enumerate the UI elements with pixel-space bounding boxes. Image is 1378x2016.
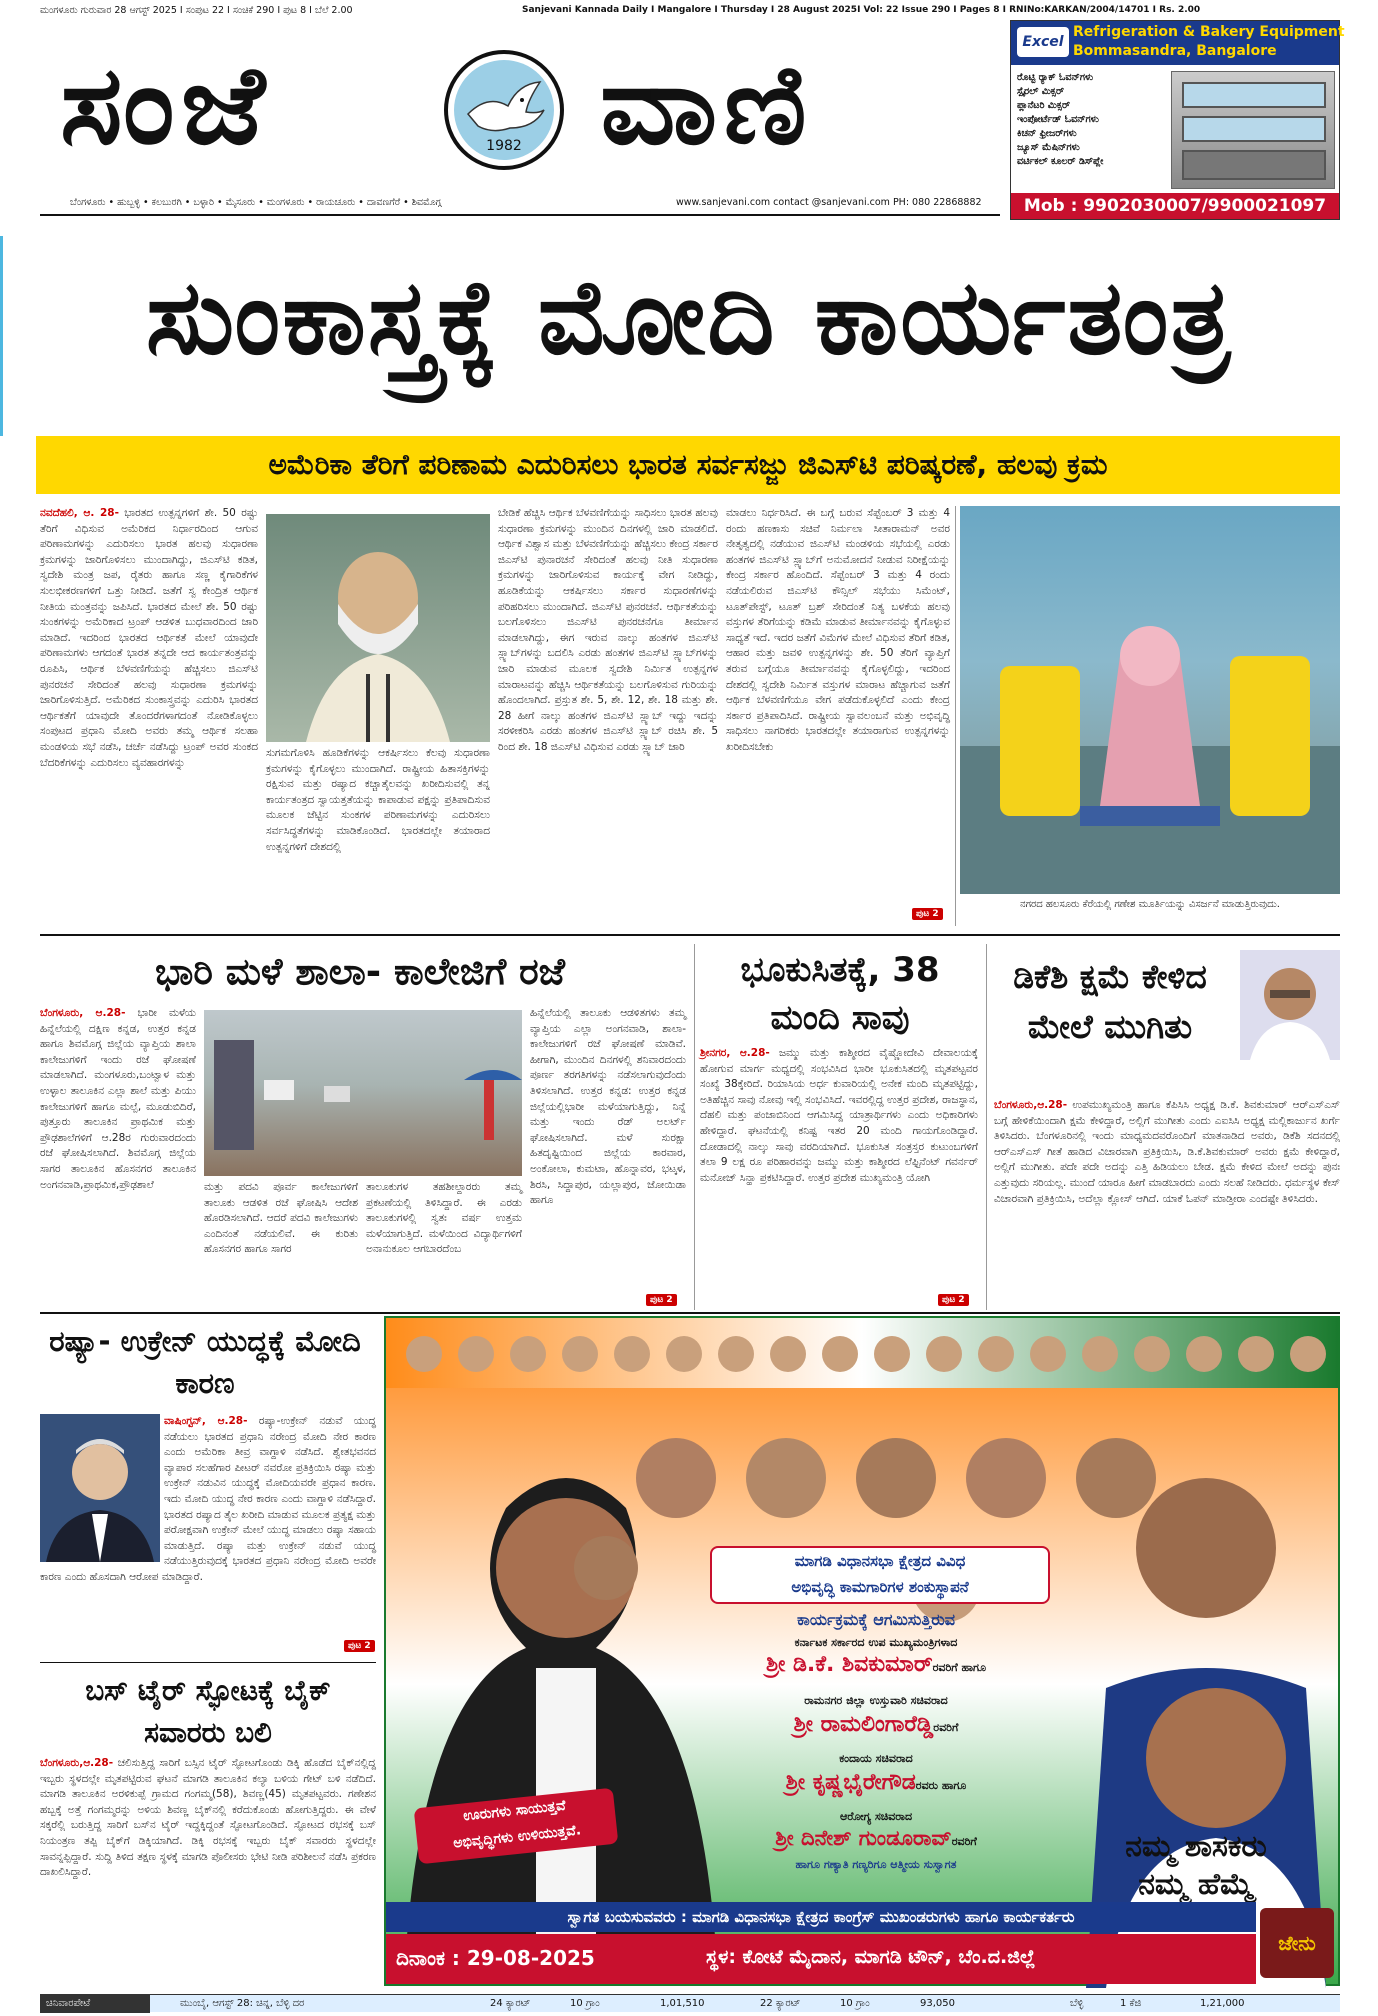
modi-photo bbox=[266, 514, 490, 742]
ticker-g22: 22 ಕ್ಯಾರಟ್ bbox=[760, 1998, 801, 2009]
logo-right-text: ವಾಣಿ bbox=[600, 40, 813, 169]
logo-year: 1982 bbox=[486, 138, 522, 154]
logo-left-text: ಸಂಜೆ bbox=[60, 40, 271, 169]
top-ad-item: ಪ್ಲಾನೆಟರಿ ಮಿಕ್ಸರ್ bbox=[1017, 100, 1071, 111]
top-ad[interactable] bbox=[1010, 20, 1345, 220]
leaders-strip bbox=[386, 1318, 1338, 1388]
top-ad-title1: Refrigeration & Bakery Equipment bbox=[1073, 24, 1345, 40]
event-name1: ಶ್ರೀ ಡಿ.ಕೆ. ಶಿವಕುಮಾರ್ರವರಿಗೆ ಹಾಗೂ bbox=[766, 1652, 986, 1677]
ganesha-immersion-icon bbox=[960, 506, 1340, 894]
kharge-photo bbox=[1240, 950, 1340, 1060]
lead-col3: ಬೇಡಿಕೆ ಹೆಚ್ಚಿಸಿ ಆರ್ಥಿಕ ಬೆಳವಣಿಗೆಯನ್ನು ಸಾಧಿಸಲು ಭಾರತ ಹಲವು ಸುಧಾರಣಾ ಕ್ರಮಗಳನ್ನು ಮುಂದಿನ ದಿನಗಳಲ್ಲಿ ಜಾರಿ ಮಾಡಲಿದೆ. ಆರ್ಥಿಕ ವಿಶ್ವಾಸ ಮತ್ತು ಬೆಳವಣಿಗೆಯನ್ನು ಹೆಚ್ಚಿಸಲು ಕೇಂದ್ರ ಸರ್ಕಾರ ಜಿಎಸ್‌ಟಿ ಪುನಾರಚನೆ ಸೇರಿದಂತೆ ಹಲವು ನೀತಿ ಸುಧಾರಣಾ ಕ್ರಮಗಳನ್ನು ಜಾರಿಗೊಳಿಸುವ ಕಾರ್ಯಕ್ಕೆ ವೇಗ ನೀಡಿದ್ದು, ಹೂಡಿಕೆಯನ್ನು ಆಕರ್ಷಿಸಲು ಸರ್ಕಾರ ಸುಧಾರಣೆಗಳನ್ನು ಪರಿಹರಿಸಲು ಮುಂದಾಗಿದೆ. ಜಿಎಸ್‌ಟಿ ಪುನರಚನೆ. ಆರ್ಥಿಕತೆಯನ್ನು ಬಲಗೊಳಿಸಲು ಜಿಎಸ್‌ಟಿ ಪುನರಚನೆಗೂ ತೀರ್ಮಾನ ಮಾಡಲಾಗಿದ್ದು, ಈಗ ಇರುವ ನಾಲ್ಕು ಹಂತಗಳ ಜಿಎಸ್‌ಟಿ ಸ್ಲ್ಯಾಬ್‌ಗಳನ್ನು ಬದಲಿಸಿ ಎರಡು ಹಂತಗಳ ಜಿಎಸ್‌ಟಿ ಸ್ಲ್ಯಾಬ್‌ಗಳನ್ನು ಜಾರಿ ಮಾಡುವ ಮೂಲಕ ಸ್ವದೇಶಿ ನಿರ್ಮಿತ ಉತ್ಪನ್ನಗಳ ಮಾರಾಟವನ್ನು ಹೆಚ್ಚಿಸಿ ಆರ್ಥಿಕತೆಯನ್ನು ಬಲಗೊಳಿಸುವ ಗುರಿಯನ್ನು ಹೊಂದಲಾಗಿದೆ. ಪ್ರಸ್ತುತ ಶೇ. 5, ಶೇ. 12, ಶೇ. 18 ಮತ್ತು ಶೇ. 28 ಹೀಗೆ ನಾಲ್ಕು ಹಂತಗಳ ಜಿಎಸ್‌ಟಿ ಸ್ಲ್ಯಾಬ್ ಇದ್ದು ಇದನ್ನು ಸರಳೀಕರಿಸಿ ಎರಡು ಹಂತಗಳ ಜಿಎಸ್‌ಟಿ ಸ್ಲ್ಯಾಬ್ ರಚಿಸಿ ಶೇ. 5 ರಿಂದ ಶೇ. 18 ಜಿಎಸ್‌ಟಿ ವಿಧಿಸುವ ಎರಡು ಸ್ಲ್ಯಾಬ್ ಜಾರಿ bbox=[498, 507, 718, 753]
event-name4: ಶ್ರೀ ದಿನೇಶ್ ಗುಂಡೂರಾವ್ರವರಿಗೆ bbox=[775, 1826, 977, 1850]
price-ticker bbox=[40, 1994, 1340, 2012]
russia-headline: ರಷ್ಯಾ- ಉಕ್ರೇನ್ ಯುದ್ಧಕ್ಕೆ ಮೋದಿ ಕಾರಣ bbox=[49, 1324, 361, 1400]
ticker-g22-unit: 10 ಗ್ರಾಂ bbox=[840, 1998, 870, 2009]
event-role3: ಕಂದಾಯ ಸಚಿವರಾದ bbox=[839, 1752, 913, 1765]
russia-body: ವಾಷಿಂಗ್ಟನ್, ಆ.28- ರಷ್ಯಾ-ಉಕ್ರೇನ್ ನಡುವೆ ಯುದ್ಧ ನಡೆಯಲು ಭಾರತದ ಪ್ರಧಾನಿ ನರೇಂದ್ರ ಮೋದಿ ನೇರ ಕಾರಣ ಎಂದು ಅಮೆರಿಕಾ ತೀವ್ರ ವಾಗ್ದಾಳಿ ನಡೆಸಿದೆ. ಶ್ವೇತಭವನದ ವ್ಯಾಪಾರ ಸಲಹೆಗಾರ ಪೀಟರ್ ನವರೋ ಪ್ರತಿಕ್ರಿಯಿಸಿ ರಷ್ಯಾ ಮತ್ತು ಉಕ್ರೇನ್ ನಡುವಿನ ಯುದ್ಧಕ್ಕೆ ಮೋದಿಯವರೇ ಪ್ರಧಾನ ಕಾರಣ. ಇದು ಮೋದಿ ಯುದ್ಧ ನೇರ ಕಾರಣ ಎಂದು ವಾಗ್ದಾಳಿ ನಡೆಸಿದ್ದಾರೆ. ಭಾರತದ ರಷ್ಯಾದ ತೈಲ ಖರೀದಿ ಮಾಡುವ ಮೂಲಕ ಪ್ರತ್ಯಕ್ಷ ಮತ್ತು ಪರೋಕ್ಷವಾಗಿ ಉಕ್ರೇನ್ ಮೇಲೆ ಯುದ್ಧ ಮಾಡಲು ರಷ್ಯಾ ಸಹಾಯ ಮಾಡುತ್ತಿದೆ. ರಷ್ಯಾ ಮತ್ತು ಉಕ್ರೇನ್ ನಡುವೆ ಯುದ್ಧ ನಡೆಯುತ್ತಿರುವುದಕ್ಕೆ ಭಾರತದ ಪ್ರಧಾನಿ ನರೇಂದ್ರ ಮೋದಿ ಅವರೇ ಕಾರಣ ಎಂದು ಹೊಸದಾಗಿ ಆರೋಪ ಮಾಡಿದ್ದಾರೆ. bbox=[40, 1415, 377, 1583]
top-ad-brand: Excel bbox=[1017, 27, 1069, 57]
ticker-g24-value: 1,01,510 bbox=[660, 1998, 705, 2009]
kashmir-page-tag[interactable]: ಪುಟ 2 bbox=[938, 1294, 969, 1306]
rain-col4: ಹಿನ್ನೆಲೆಯಲ್ಲಿ ತಾಲೂಕು ಆಡಳಿತಗಳು ತಮ್ಮ ವ್ಯಾಪ್ತಿಯ ಎಲ್ಲಾ ಅಂಗನವಾಡಿ, ಶಾಲಾ-ಕಾಲೇಜುಗಳಿಗೆ ರಜೆ ಘೋಷಣೆ ಮಾಡಿವೆ. ಹೀಗಾಗಿ, ಮುಂದಿನ ದಿನಗಳಲ್ಲಿ ಶನಿವಾರದಂದು ಪೂರ್ಣ ತರಗತಿಗಳನ್ನು ನಡೆಸಲಾಗುವುದೆಂದು ತಿಳಿಸಲಾಗಿದೆ. ಉತ್ತರ ಕನ್ನಡ: ಉತ್ತರ ಕನ್ನಡ ಜಿಲ್ಲೆಯಲ್ಲಿಭಾರೀ ಮಳೆಯಾಗುತ್ತಿದ್ದು, ನಿನ್ನೆ ಮತ್ತು ಇಂದು ರೆಡ್ ಅಲರ್ಟ್ ಘೋಷಿಸಲಾಗಿದೆ. ಮಳೆ ಸುರಕ್ಷಾ ಹಿತದೃಷ್ಟಿಯಿಂದ ಜಿಲ್ಲೆಯ ಕಾರವಾರ, ಅಂಕೋಲಾ, ಕುಮಟಾ, ಹೊನ್ನಾವರ, ಭಟ್ಕಳ, ಶಿರಸಿ, ಸಿದ್ದಾಪುರ, ಯಲ್ಲಾಪುರ, ಜೋಯಿಡಾ ಹಾಗೂ bbox=[530, 1007, 686, 1207]
event-title-box bbox=[710, 1546, 1050, 1604]
lead-col1: ನವದೆಹಲಿ, ಆ. 28- ಭಾರತದ ಉತ್ಪನ್ನಗಳಿಗೆ ಶೇ. 50 ರಷ್ಟು ತೆರಿಗೆ ವಿಧಿಸುವ ಅಮೆರಿಕದ ನಿರ್ಧಾರದಿಂದ ಆಗುವ ಪರಿಣಾಮಗಳನ್ನು ಎದುರಿಸಲು ಭಾರತ ಹಲವು ಸುಧಾರಣಾ ಕ್ರಮಗಳನ್ನು ಜಾರಿಗೊಳಿಸಲು ಮುಂದಾಗಿದ್ದು, ಜಿಎಸ್‌ಟಿ ಕಡಿತ, ಸ್ವದೇಶಿ ಮಂತ್ರ ಜಪ, ರೈತರು ಹಾಗೂ ಸಣ್ಣ ಕೈಗಾರಿಕೆಗಳ ಸುಲಭೀಕರಣಗಳಿಗೆ ಒತ್ತು ನೀಡಿದೆ. ಜತೆಗೆ ಸ್ವ ಕೇಂದ್ರಿತ ಆರ್ಥಿಕ ನೀತಿಯ ಮಂತ್ರವನ್ನು ಜಪಿಸಿದೆ. ಭಾರತದ ಮೇಲೆ ಶೇ. 50 ರಷ್ಟು ಸುಂಕಗಳನ್ನು ಅಮೆರಿಕಾದ ಟ್ರಂಪ್ ಆಡಳಿತ ಬುಧವಾರದಿಂದ ಜಾರಿ ಮಾಡಿದೆ. ಇದರಿಂದ ಭಾರತದ ಆರ್ಥಿಕತೆ ಮೇಲೆ ಯಾವುದೇ ಪರಿಣಾಮಗಳು ಆಗದಂತೆ ಭಾರತ ತನ್ನದೇ ಆದ ಕಾರ್ಯತಂತ್ರವನ್ನು ರೂಪಿಸಿ, ಆರ್ಥಿಕ ಬೆಳವಣಿಗೆಯನ್ನು ಹೆಚ್ಚಿಸಲು ಜಿಎಸ್‌ಟಿ ಪುನರಚನೆ ಸೇರಿದಂತೆ ಹಲವು ಸುಧಾರಣಾ ಕ್ರಮಗಳನ್ನು ಜಾರಿಗೊಳಿಸುತ್ತಿದೆ. ಅಮೆರಿಕದ ಸುಂಕಾಸ್ತ್ರವನ್ನು ಎದುರಿಸಿ ಭಾರತದ ಆರ್ಥಿಕತೆಗೆ ಯಾವುದೇ ತೊಂದರೆಗಳಾಗದಂತೆ ನೋಡಿಕೊಳ್ಳಲು ಸಂಪುಟದ ಪ್ರಧಾನಿ ಮೋದಿ ಅವರು ತಮ್ಮ ಆರ್ಥಿಕ ಸಲಹಾ ಮಂಡಳಿಯ ಸಭೆ ನಡೆಸಿ, ಚರ್ಚೆ ನಡೆಸಿದ್ದು ಟ್ರಂಪ್ ಅವರ ಸುಂಕದ ಬೆದರಿಕೆಗಳನ್ನು ಎದುರಿಸಲು ವ್ಯವಹಾರಗಳನ್ನು bbox=[40, 507, 258, 769]
section-rule-3 bbox=[40, 1662, 376, 1663]
bus-body: ಬೆಂಗಳೂರು,ಆ.28- ಚಲಿಸುತ್ತಿದ್ದ ಸಾರಿಗೆ ಬಸ್ಸಿನ ಟೈರ್ ಸ್ಫೋಟಗೊಂಡು ಡಿಕ್ಕಿ ಹೊಡೆದ ಬೈಕ್‌ನಲ್ಲಿದ್ದ ಇಬ್ಬರು ಸ್ಥಳದಲ್ಲೇ ಮೃತಪಟ್ಟಿರುವ ಘಟನೆ ಮಾಗಡಿ ತಾಲೂಕಿನ ಕಲ್ಯಾ ಬಳಿಯ ಗೇಟ್ ಬಳಿ ನಡೆದಿದೆ. ಮಾಗಡಿ ತಾಲೂಕಿನ ಅರಳಿಕುಪ್ಪೆ ಗ್ರಾಮದ ಗಂಗಮ್ಮ(58), ಶಿವಣ್ಣ(45) ಮೃತಪಟ್ಟವರು. ಗಣೇಶನ ಹಬ್ಬಕ್ಕೆ ಅತ್ತೆ ಗಂಗಮ್ಮರನ್ನು ಅಳಿಯ ಶಿವಣ್ಣ ಬೈಕ್‌ನಲ್ಲಿ ಕರೆದುಕೊಂಡು ಹೋಗುತ್ತಿದ್ದರು. ಈ ವೇಳೆ ಸಕ್ಕರೆಲ್ಲಿ ಬರುತ್ತಿದ್ದ ಸಾರಿಗೆ ಬಸ್‌ನ ಟೈರ್ ಇದ್ದಕ್ಕಿದ್ದಂತೆ ಸ್ಫೋಟಗೊಂಡಿದೆ. ಸ್ಫೋಟದ ರಭಸಕ್ಕೆ ಬಸ್ ನಿಯಂತ್ರಣ ತಪ್ಪಿ ಬೈಕ್‌ಗೆ ಡಿಕ್ಕಿಯಾಗಿದೆ. ಡಿಕ್ಕಿ ರಭಸಕ್ಕೆ ಇಬ್ಬರು ಬೈಕ್ ಸವಾರರು ಸ್ಥಳದಲ್ಲೇ ಸಾವನ್ನಪ್ಪಿದ್ದಾರೆ. ಸುದ್ದಿ ತಿಳಿದ ತಕ್ಷಣ ಸ್ಥಳಕ್ಕೆ ಮಾಗಡಿ ಪೊಲೀಸರು ಭೇಟಿ ನೀಡಿ ಪರಿಶೀಲನೆ ನಡೆಸಿ ಪ್ರಕರಣ ದಾಖಲಿಸಿದ್ದಾರೆ. bbox=[40, 1757, 377, 1879]
rain-photo bbox=[204, 1010, 522, 1176]
event-venue: ಸ್ಥಳ: ಕೋಟೆ ಮೈದಾನ, ಮಾಗಡಿ ಟೌನ್, ಬೆಂ.ದ.ಜಿಲ್ಲೆ bbox=[706, 1946, 1036, 1968]
ticker-g24-unit: 10 ಗ್ರಾಂ bbox=[570, 1998, 600, 2009]
top-ad-mobile[interactable]: Mob : 9902030007/9900021097 bbox=[1011, 193, 1339, 219]
ticker-g22-value: 93,050 bbox=[920, 1998, 955, 2009]
event-role2: ರಾಮನಗರ ಜಿಲ್ಲಾ ಉಸ್ತುವಾರಿ ಸಚಿವರಾದ bbox=[804, 1694, 948, 1707]
masthead-top-left: ಮಂಗಳೂರು ಗುರುವಾರ 28 ಆಗಸ್ಟ್ 2025 I ಸಂಪುಟ 22 I ಸಂಚಿಕೆ 290 I ಪುಟ 8 I ಬೆಲೆ 2.00 bbox=[40, 5, 353, 16]
lead-dateline: ನವದೆಹಲಿ, ಆ. 28- bbox=[40, 507, 119, 519]
ticker-city: ಮುಂಬೈ, ಆಗಸ್ಟ್ 28: ಚಿನ್ನ, ಬೆಳ್ಳಿ ದರ bbox=[180, 1998, 305, 2009]
rain-headline: ಭಾರಿ ಮಳೆ ಶಾಲಾ- ಕಾಲೇಜಿಗೆ ರಜೆ bbox=[155, 950, 565, 993]
lead-headline: ಸುಂಕಾಸ್ತ್ರಕ್ಕೆ ಮೋದಿ ಕಾರ್ಯತಂತ್ರ bbox=[145, 256, 1233, 378]
ticker-label: ಚಿನಿವಾರಪೇಟೆ bbox=[40, 1995, 150, 2013]
event-title-line2: ಅಭಿವೃದ್ಧಿ ಕಾಮಗಾರಿಗಳ ಶಂಕುಸ್ಥಾಪನೆ bbox=[791, 1578, 969, 1596]
top-ad-item: ವರ್ಟಿಕಲ್ ಕೂಲರ್ ಡಿಸ್‌ಪ್ಲೇ bbox=[1017, 156, 1104, 167]
rain-street-icon bbox=[204, 1010, 522, 1176]
ganesha-photo bbox=[960, 506, 1340, 894]
dks-body: ಬೆಂಗಳೂರು,ಆ.28- ಉಪಮುಖ್ಯಮಂತ್ರಿ ಹಾಗೂ ಕೆಪಿಸಿಸಿ ಅಧ್ಯಕ್ಷ ಡಿ.ಕೆ. ಶಿವಕುಮಾರ್ ಆರ್‌ಎಸ್‌ಎಸ್ ಬಗ್ಗೆ ಹೇಳಿಕೆಯಿಂದಾಗಿ ಕ್ಷಮೆ ಕೇಳಿದ್ದಾರೆ, ಅಲ್ಲಿಗೆ ಮುಗೀತು ಎಂದು ಎಐಸಿಸಿ ಅಧ್ಯಕ್ಷ ಮಲ್ಲಿಕಾರ್ಜುನ ಖರ್ಗೆ ತಿಳಿಸಿದರು. ಬೆಂಗಳೂರಿನಲ್ಲಿ ಇಂದು ಮಾಧ್ಯಮದವರೊಂದಿಗೆ ಮಾತನಾಡಿದ ಅವರು, ಡಿಕೆಶಿ ಸದನದಲ್ಲಿ ಆರ್‌ಎಸ್‌ಎಸ್ ಗೀತೆ ಹಾಡಿದ ವಿಚಾರವಾಗಿ ಪ್ರತಿಕ್ರಿಯಿಸಿ, ಡಿ.ಕೆ.ಶಿವಕುಮಾರ್ ಅವರು ಕ್ಷಮೆ ಕೇಳಿದ್ದಾರೆ, ಅಲ್ಲಿಗೆ ಮುಗೀತು. ಪದೇ ಪದೇ ಅದನ್ನು ಎತ್ತಿ ಹಿಡಿಯಲು ಬೇಡ. ಕ್ಷಮೆ ಕೇಳಿದ ಮೇಲೆ ಅದನ್ನು ಪುನಃ ಎತ್ತುವುದು ಸರಿಯಲ್ಲ. ಮುಂದೆ ಯಾರೂ ಹೀಗೆ ಮಾಡಬಾರದು ಎಂದು ಸಲಹೆ ನೀಡಿದರು. ಧರ್ಮಸ್ಥಳ ಕೇಸ್ ವಿಚಾರವಾಗಿ ಪ್ರತಿಕ್ರಿಯಿಸಿ, ಅದೆಲ್ಲಾ ಕ್ಲೋಸ್ ಆಗಿದೆ. ಯಾಕೆ ಓಪನ್ ಮಾಡ್ತೀರಾ ಎಂದಷ್ಟೇ ತಿಳಿಸಿದರು. bbox=[994, 1099, 1340, 1205]
russia-page-tag[interactable]: ಪುಟ 2 bbox=[344, 1640, 375, 1652]
event-slogan: ಊರುಗಳು ಸಾಯುತ್ತವೆ ಅಭಿವೃದ್ಧಿಗಳು ಉಳಿಯುತ್ತವೆ. bbox=[414, 1788, 619, 1865]
sponsor-logo: ಜೇನು bbox=[1260, 1908, 1334, 1978]
event-date: ದಿನಾಂಕ : 29-08-2025 bbox=[396, 1946, 595, 1970]
modi-figure-icon bbox=[266, 514, 490, 742]
ticker-silver-value: 1,21,000 bbox=[1200, 1998, 1245, 2009]
masthead-contact[interactable]: www.sanjevani.com contact @sanjevani.com PH: 080 22868882 bbox=[676, 197, 982, 208]
section-rule-2 bbox=[40, 1312, 1340, 1314]
ganesha-caption: ನಗರದ ಹಲಸೂರು ಕೆರೆಯಲ್ಲಿ ಗಣೇಶ ಮೂರ್ತಿಯನ್ನು ವಿಸರ್ಜನೆ ಮಾಡುತ್ತಿರುವುದು. bbox=[1020, 899, 1280, 910]
top-ad-item: ರೊಟ್ಟಿ ರ್‍ಯಾಕ್ ಓವನ್‌ಗಳು bbox=[1017, 72, 1094, 83]
event-role1: ಕರ್ನಾಟಕ ಸರ್ಕಾರದ ಉಪ ಮುಖ್ಯಮಂತ್ರಿಗಳಾದ bbox=[794, 1636, 958, 1649]
event-name2: ಶ್ರೀ ರಾಮಲಿಂಗಾರೆಡ್ಡಿರವರಿಗೆ bbox=[793, 1712, 959, 1737]
lead-page-tag[interactable]: ಪುಟ 2 bbox=[912, 908, 943, 920]
rain-col3: ತಾಲೂಕುಗಳ ತಹಶೀಲ್ದಾರರು ತಮ್ಮ ಪ್ರಕಟಣೆಯಲ್ಲಿ ತಿಳಿಸಿದ್ದಾರೆ. ಈ ಎರಡು ತಾಲೂಕುಗಳಲ್ಲಿ ಸ್ವತಃ ವರ್ಷ ಉತ್ತಮ ಮಳೆಯಾಗುತ್ತಿದೆ. ಮಳೆಯಿಂದ ವಿದ್ಯಾರ್ಥಿಗಳಿಗೆ ಅನಾನುಕೂಲ ಆಗಬಾರದೆಂಬ bbox=[366, 1181, 522, 1256]
col-divider bbox=[986, 944, 987, 1310]
lead-col2: ಸುಗಮಗೊಳಿಸಿ ಹೂಡಿಕೆಗಳನ್ನು ಆಕರ್ಷಿಸಲು ಕೆಲವು ಸುಧಾರಣಾ ಕ್ರಮಗಳನ್ನು ಕೈಗೊಳ್ಳಲು ಮುಂದಾಗಿದೆ. ರಾಷ್ಟ್ರೀಯ ಹಿತಾಸಕ್ತಿಗಳನ್ನು ರಕ್ಷಿಸುವ ಮತ್ತು ರಷ್ಯಾದ ಕಚ್ಚಾತೈಲವನ್ನು ಖರೀದಿಸುವಲ್ಲಿ ತನ್ನ ಕಾರ್ಯತಂತ್ರದ ಸ್ವಾಯತ್ತತೆಯನ್ನು ಕಾಪಾಡುವ ಪಕ್ಷನ್ನು ಪ್ರತಿಪಾದಿಸುವ ಮೂಲಕ ಜೆಟ್ಟಿನ ಸುಂಕಗಳ ಪರಿಣಾಮಗಳನ್ನು ಎದುರಿಸಲು ಸರ್ವಸಿದ್ಧತೆಗಳನ್ನು ಮಾಡಿಕೊಂಡಿದೆ. ಭಾರತದಲ್ಲೇ ತಯಾರಾದ ಉತ್ಪನ್ನಗಳಿಗೆ ದೇಶದಲ್ಲಿ bbox=[266, 747, 490, 853]
masthead-left-accent bbox=[0, 236, 3, 436]
event-role4: ಆರೋಗ್ಯ ಸಚಿವರಾದ bbox=[839, 1810, 913, 1823]
kashmir-body: ಶ್ರೀನಗರ, ಆ.28- ಜಮ್ಮು ಮತ್ತು ಕಾಶ್ಮೀರದ ವೈಷ್ಣೋದೇವಿ ದೇವಾಲಯಕ್ಕೆ ಹೋಗುವ ಮಾರ್ಗ ಮಧ್ಯದಲ್ಲಿ ಸಂಭವಿಸಿದ ಭಾರೀ ಭೂಕುಸಿತದಲ್ಲಿ ಮೃತಪಟ್ಟವರ ಸಂಖ್ಯೆ 38ಕ್ಕೇರಿದೆ. ರಿಯಾಸಿಯ ಅರ್ಧ ಕುವಾರಿಯಲ್ಲಿ ಅನೇಕ ಮಂದಿ ಮೃತಪಟ್ಟಿದ್ದು, ಅತಿಹೆಚ್ಚಿನ ಸಾವು ನೋವು ಇಲ್ಲಿ ಸಂಭವಿಸಿದೆ. ಇವರಲ್ಲಿದ್ದ ಉತ್ತರ ಪ್ರದೇಶ, ರಾಜಸ್ಥಾನ, ದೆಹಲಿ ಮತ್ತು ಪಂಜಾಬಿನಿಂದ ಆಗಮಿಸಿದ್ದ ಯಾತ್ರಾರ್ಥಿಗಳು ಎಂದು ಅಧಿಕಾರಿಗಳು ಹೇಳಿದ್ದಾರೆ. ಘಟನೆಯಲ್ಲಿ ಕನಿಷ್ಟ ಇತರ 20 ಮಂದಿ ಗಾಯಗೊಂಡಿದ್ದಾರೆ. ದೋಡಾದಲ್ಲಿ ನಾಲ್ಕು ಸಾವು ವರದಿಯಾಗಿದೆ. ಭೂಕುಸಿತ ಸಂತ್ರಸ್ತರ ಕುಟುಂಬಗಳಿಗೆ ತಲಾ 9 ಲಕ್ಷ ರೂ ಪರಿಹಾರವನ್ನು ಜಮ್ಮು ಮತ್ತು ಕಾಶ್ಮೀರದ ಲೆಫ್ಟಿನೆಂಟ್ ಗವರ್ನರ್ ಮನೋಜ್ ಸಿನ್ಹಾ ಪ್ರಕಟಿಸಿದ್ದಾರೆ. ಉತ್ತರ ಪ್ರದೇಶ ಮುಖ್ಯಮಂತ್ರಿ ಯೋಗಿ bbox=[700, 1047, 978, 1184]
event-welcome: ಸ್ವಾಗತ ಬಯಸುವವರು : ಮಾಗಡಿ ವಿಧಾನಸಭಾ ಕ್ಷೇತ್ರದ ಕಾಂಗ್ರೆಸ್ ಮುಖಂಡರುಗಳು ಹಾಗೂ ಕಾರ್ಯಕರ್ತರು bbox=[386, 1902, 1256, 1932]
bus-headline: ಬಸ್ ಟೈರ್ ಸ್ಫೋಟಕ್ಕೆ ಬೈಕ್ ಸವಾರರು ಬಲಿ bbox=[85, 1674, 331, 1749]
top-ad-items bbox=[1017, 71, 1167, 169]
rain-col1: ಬೆಂಗಳೂರು, ಆ.28- ಭಾರೀ ಮಳೆಯ ಹಿನ್ನೆಲೆಯಲ್ಲಿ ದಕ್ಷಿಣ ಕನ್ನಡ, ಉತ್ತರ ಕನ್ನಡ ಹಾಗೂ ಶಿವಮೊಗ್ಗ ಜಿಲ್ಲೆಯ ವ್ಯಾಪ್ತಿಯ ಶಾಲಾ ಕಾಲೇಜುಗಳಿಗೆ ಇಂದು ರಜೆ ಘೋಷಣೆ ಮಾಡಲಾಗಿದೆ. ಮಂಗಳೂರು,ಬಂಟ್ವಾಳ ಮತ್ತು ಉಳ್ಳಾಲ ತಾಲೂಕಿನ ಎಲ್ಲಾ ಶಾಲೆ ಮತ್ತು ಪಿಯು ಕಾಲೇಜುಗಳಿಗೆ ಹಾಗೂ ಮಲ್ಪೆ, ಮೂಡುಬಿದಿರೆ, ಪುತ್ತೂರು ತಾಲೂಕಿನ ಪ್ರಾಥಮಿಕ ಮತ್ತು ಪ್ರೌಢಶಾಲೆಗಳಿಗೆ ಆ.28ರ ಗುರುವಾರದಂದು ರಜೆ ಘೋಷಿಸಲಾಗಿದೆ. ಶಿವಮೊಗ್ಗ ಜಿಲ್ಲೆಯ ಸಾಗರ ತಾಲೂಕಿನ ಹೊಸನಗರ ತಾಲೂಕಿನ ಅಂಗನವಾಡಿ,ಪ್ರಾಥಮಿಕ,ಪ್ರೌಢಶಾಲೆ bbox=[40, 1007, 196, 1191]
event-name3: ಶ್ರೀ ಕೃಷ್ಣಭೈರೇಗೌಡರವರು ಹಾಗೂ bbox=[785, 1770, 967, 1795]
event-mla-title: ನಮ್ಮ ಶಾಸಕರು ನಮ್ಮ ಹೆಮ್ಮೆ bbox=[1125, 1829, 1267, 1902]
masthead-rule bbox=[40, 214, 1000, 216]
logo-emblem bbox=[444, 50, 564, 170]
dks-headline: ಡಿಕೆಶಿ ಕ್ಷಮೆ ಕೇಳಿದ ಮೇಲೆ ಮುಗಿತು bbox=[1013, 957, 1207, 1046]
top-ad-item: ಸ್ಪೈರಲ್ ಮಿಕ್ಸರ್ bbox=[1017, 86, 1065, 97]
top-ad-title2: Bommasandra, Bangalore bbox=[1073, 43, 1277, 59]
leaders-portraits-icon bbox=[386, 1318, 1338, 1388]
event-ad[interactable] bbox=[384, 1316, 1340, 1986]
col-divider bbox=[955, 506, 956, 926]
top-ad-product-image bbox=[1171, 71, 1335, 189]
kashmir-headline: ಭೂಕುಸಿತಕ್ಕೆ, 38 ಮಂದಿ ಸಾವು bbox=[740, 950, 940, 1038]
ticker-g24: 24 ಕ್ಯಾರಟ್ bbox=[490, 1998, 531, 2009]
event-role5: ಹಾಗೂ ಗಣ್ಯಾತಿ ಗಣ್ಯರಿಗೂ ಆತ್ಮೀಯ ಸುಸ್ವಾಗತ bbox=[795, 1858, 957, 1871]
top-ad-item: ಜ್ಯೂಸ್ ಮೆಷಿನ್‌ಗಳು bbox=[1017, 142, 1080, 153]
ticker-silver: ಬೆಳ್ಳಿ bbox=[1070, 1998, 1084, 2009]
masthead-top-right: Sanjevani Kannada Daily I Mangalore I Thursday I 28 August 2025I Vol: 22 Issue 290 I Pages 8 I RNINo:KARKAN/2004/14701 I Rs. 2.00 bbox=[522, 5, 1201, 15]
event-invite: ಕಾರ್ಯಕ್ರಮಕ್ಕೆ ಆಗಮಿಸುತ್ತಿರುವ bbox=[796, 1610, 956, 1629]
rain-col2: ಮತ್ತು ಪದವಿ ಪೂರ್ವ ಕಾಲೇಜುಗಳಿಗೆ ತಾಲೂಕು ಆಡಳಿತ ರಜೆ ಘೋಷಿಸಿ ಆದೇಶ ಹೊರಡಿಸಲಾಗಿದೆ. ಆದರೆ ಪದವಿ ಕಾಲೇಜುಗಳು ಎಂದಿನಂತೆ ನಡೆಯಲಿವೆ. ಈ ಕುರಿತು ಹೊಸನಗರ ಹಾಗೂ ಸಾಗರ bbox=[204, 1181, 358, 1256]
lead-col4: ಮಾಡಲು ನಿರ್ಧರಿಸಿದೆ. ಈ ಬಗ್ಗೆ ಬರುವ ಸೆಪ್ಟೆಂಬರ್ 3 ಮತ್ತು 4 ರಂದು ಹಣಕಾಸು ಸಚಿವೆ ನಿರ್ಮಲಾ ಸೀತಾರಾಮನ್ ಅವರ ನೇತೃತ್ವದಲ್ಲಿ ನಡೆಯುವ ಜಿಎಸ್‌ಟಿ ಮಂಡಳಿಯ ಸಭೆಯಲ್ಲಿ ಎರಡು ಹಂತಗಳ ಜಿಎಸ್‌ಟಿ ಸ್ಲ್ಯಾಬ್‌ಗೆ ಅನುಮೋದನೆ ನೀಡುವ ನಿರೀಕ್ಷೆಯನ್ನು ಕೇಂದ್ರ ಸರ್ಕಾರ ಹೊಂದಿದೆ. ಸೆಪ್ಟೆಂಬರ್ 3 ಮತ್ತು 4 ರಂದು ನಡೆಯಲಿರುವ ಜಿಎಸ್‌ಟಿ ಕೌನ್ಸಿಲ್ ಸಭೆಯು ಸಿಮೆಂಟ್, ಟೂತ್‌ಪೇಸ್ಟ್, ಟೂತ್ ಬ್ರಶ್ ಸೇರಿದಂತೆ ನಿತ್ಯ ಬಳಕೆಯ ಹಲವು ವಸ್ತುಗಳ ತೆರಿಗೆಯನ್ನು ಕಡಿಮೆ ಮಾಡುವ ತೀರ್ಮಾನವನ್ನು ಕೈಗೊಳ್ಳುವ ಸಾಧ್ಯತೆ ಇದೆ. ಇದರ ಜತೆಗೆ ವಿಮೆಗಳ ಮೇಲೆ ವಿಧಿಸುವ ತೆರಿಗೆ ಕಡಿತ, ಆಹಾರ ಮತ್ತು ಜವಳಿ ಉತ್ಪನ್ನಗಳನ್ನು ಶೇ. 50 ತೆರಿಗೆ ವ್ಯಾಪ್ತಿಗೆ ತರುವ ಬಗ್ಗೆಯೂ ತೀರ್ಮಾನವನ್ನು ಕೈಗೊಳ್ಳಲಿದ್ದು, ಇದರಿಂದ ದೇಶದಲ್ಲಿ ಸ್ವದೇಶಿ ನಿರ್ಮಿತ ವಸ್ತುಗಳ ಮಾರಾಟ ಹೆಚ್ಚಾಗುವ ಜತೆಗೆ ಆರ್ಥಿಕ ಬೆಳವಣಿಗೆಯೂ ವೇಗ ಪಡೆದುಕೊಳ್ಳಲಿದೆ ಎಂದು ಕೇಂದ್ರ ಸರ್ಕಾರ ಪ್ರತಿಪಾದಿಸಿದೆ. ರಾಷ್ಟ್ರೀಯ ಸ್ವಾವಲಂಬನೆ ಮತ್ತು ಅಭಿವೃದ್ಧಿ ಸಾಧಿಸಲು ನಾಗರಿಕರು ಭಾರತದಲ್ಲೇ ತಯಾರಾಗುವ ಉತ್ಪನ್ನಗಳನ್ನು ಖರೀದಿಸಬೇಕು bbox=[726, 507, 950, 753]
rain-page-tag[interactable]: ಪುಟ 2 bbox=[646, 1294, 677, 1306]
kharge-portrait-icon bbox=[1240, 950, 1340, 1060]
masthead-cities: ಬೆಂಗಳೂರು • ಹುಬ್ಬಳ್ಳಿ • ಕಲಬುರಗಿ • ಬಳ್ಳಾರಿ • ಮೈಸೂರು • ಮಂಗಳೂರು • ರಾಯಚೂರು • ದಾವಣಗೆರೆ • ಶಿವಮೊಗ್ಗ bbox=[70, 197, 442, 208]
ticker-silver-unit: 1 ಕೆಜಿ bbox=[1120, 1998, 1142, 2009]
event-title-line1: ಮಾಗಡಿ ವಿಧಾನಸಭಾ ಕ್ಷೇತ್ರದ ವಿವಿಧ bbox=[794, 1552, 966, 1570]
section-rule-1 bbox=[40, 934, 1340, 936]
masthead-logo[interactable] bbox=[40, 28, 970, 188]
top-ad-item: ಕಿಚನ್ ಫ್ರೀಜರ್‌ಗಳು bbox=[1017, 128, 1077, 139]
lead-subhead: ಅಮೆರಿಕಾ ತೆರಿಗೆ ಪರಿಣಾಮ ಎದುರಿಸಲು ಭಾರತ ಸರ್ವಸಜ್ಜು ಜಿಎಸ್‌ಟಿ ಪರಿಷ್ಕರಣೆ, ಹಲವು ಕ್ರಮ bbox=[36, 436, 1340, 494]
col-divider bbox=[694, 944, 695, 1310]
top-ad-item: ಇಂಪೋರ್ಟೆಡ್ ಓವನ್‌ಗಳು bbox=[1017, 114, 1099, 125]
